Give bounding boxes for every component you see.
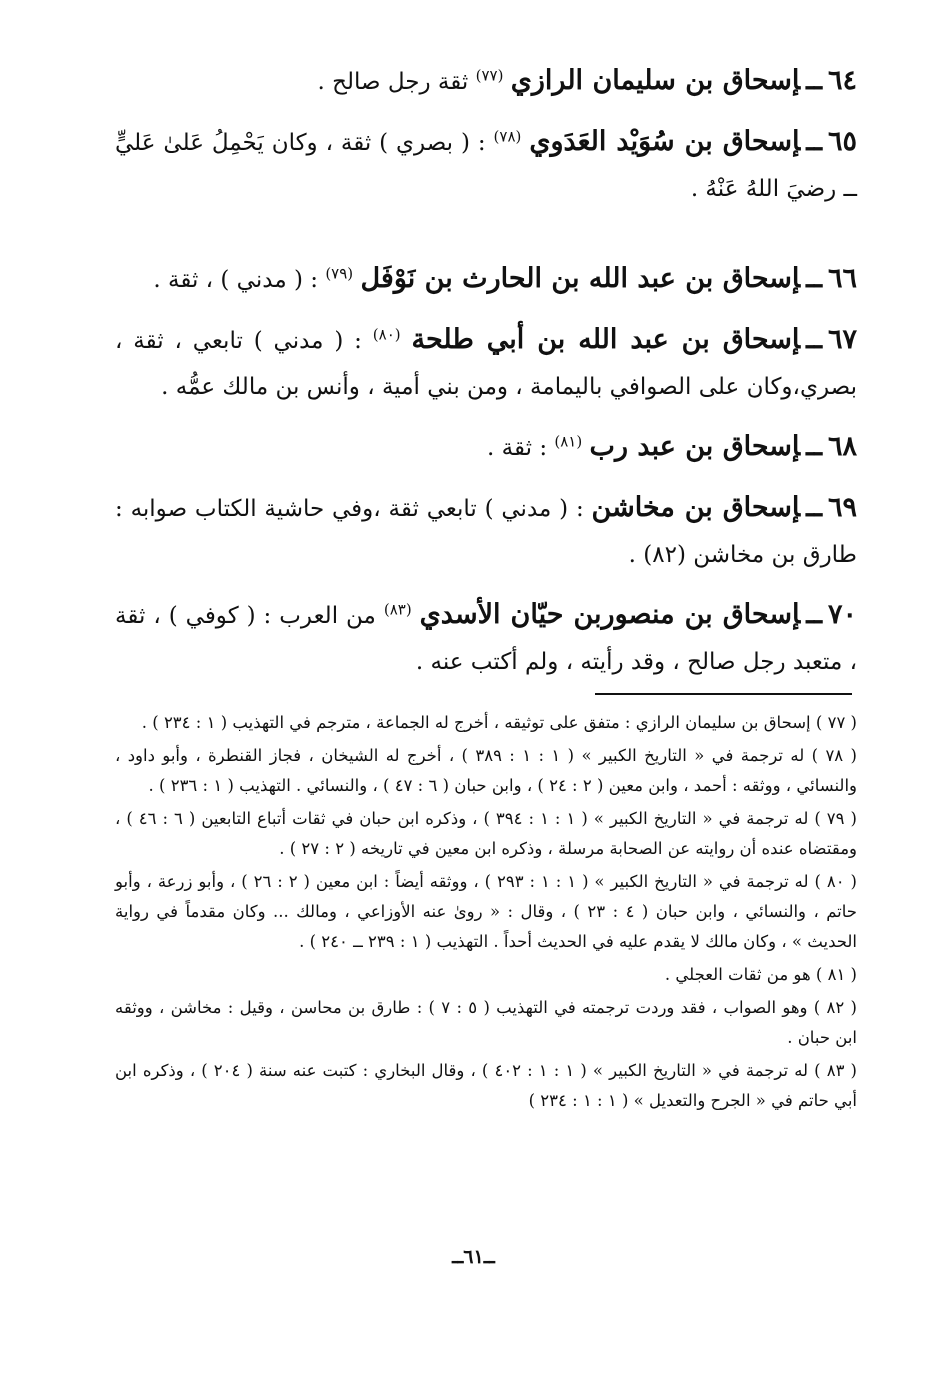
entry-69 [115, 485, 857, 578]
entry-number: ٧٠ [828, 599, 858, 630]
entry-dash: ــ [806, 126, 823, 157]
entry-dash: ــ [806, 324, 822, 355]
footnote-77: ( ٧٧ ) إسحاق بن سليمان الرازي : متفق على توثيقه ، أخرج له الجماعة ، مترجم في التهذيب ( ١ : ٢٣٤ ) . [141, 713, 857, 732]
footnote-ref: (٨٣) [383, 600, 412, 619]
entry-text: ثقة رجل صالح . [317, 69, 469, 95]
entry-text: : ( بصري ) ثقة ، وكان يَحْمِلُ عَلىٰ عَليٍّ ــ رضيَ اللهُ عَنْهُ . [115, 130, 857, 202]
entry-68 [115, 424, 857, 471]
narrator-name: إسحاق بن سُوَيْد العَدَوي [529, 126, 801, 157]
footnote-ref: (٧٩) [325, 264, 354, 283]
narrator-name: إسحاق بن عبد الله بن الحارث بن نَوْفَل [360, 263, 801, 294]
entry-dash: ــ [806, 492, 822, 523]
entry-text: : ( مدني ) ، ثقة . [153, 267, 318, 293]
narrator-name: إسحاق بن عبد رب [589, 431, 801, 462]
entry-number: ٦٥ [828, 126, 858, 157]
footnote-separator [595, 693, 852, 695]
narrator-entries [115, 58, 857, 699]
narrator-name: إسحاق بن منصوربن حيّان الأسدي [419, 599, 801, 630]
entry-dash: ــ [806, 263, 822, 294]
entry-number: ٦٩ [827, 492, 857, 523]
footnote-83: ( ٨٣ ) له ترجمة في « التاريخ الكبير » ( ١ : ١ : ٤٠٢ ) ، وقال البخاري : كتبت عنه سنة ( ٢٠٤ ) ، وذكره ابن أبي حاتم في « الجرح والتعديل » ( ١ : ١ : ٢٣٤ ) [115, 1061, 857, 1110]
entry-number: ٦٨ [827, 431, 857, 462]
entry-dash: ــ [806, 65, 822, 96]
entry-70 [115, 592, 857, 685]
entry-text: من العرب : ( كوفي ) ، ثقة ، متعبد رجل صالح ، وقد رأيته ، ولم أكتب عنه . [115, 603, 857, 675]
narrator-name: إسحاق بن سليمان الرازي [510, 65, 801, 96]
entry-dash: ــ [806, 599, 823, 630]
entry-dash: ــ [806, 431, 822, 462]
entry-number: ٦٦ [827, 263, 857, 294]
footnote-ref: (٧٨) [493, 127, 522, 146]
footnote-79: ( ٧٩ ) له ترجمة في « التاريخ الكبير » ( ١ : ١ : ٣٩٤ ) ، وذكره ابن حبان في ثقات أتباع التابعين ( ٦ : ٤٦ ) ، ومقتضاه عنده أن روايته عن الصحابة مرسلة ، وذكره ابن معين في تاريخه ( ٢ : ٢٧ ) . [115, 809, 857, 858]
footnotes [115, 708, 857, 1119]
entry-67 [115, 317, 857, 410]
footnote-ref: (٨١) [554, 432, 583, 451]
entry-64 [115, 58, 857, 105]
footnote-80: ( ٨٠ ) له ترجمة في « التاريخ الكبير » ( ١ : ١ : ٢٩٣ ) ، ووثقه أيضاً : ابن معين ( ٢ : ٢٦ ) ، وأبو زرعة ، وأبو حاتم ، والنسائي ، وابن حبان ( ٤ : ٢٣ ) ، وقال : « روىٰ عنه الأوزاعي ، ومالك ... وكان مقدماً في رواية الحديث » ، وكان مالك لا يقدم عليه في الحديث أحداً . التهذيب ( ١ : ٢٣٩ ــ ٢٤٠ ) . [115, 872, 858, 951]
footnote-81: ( ٨١ ) هو من ثقات العجلي . [664, 965, 857, 984]
footnote-82: ( ٨٢ ) وهو الصواب ، فقد وردت ترجمته في التهذيب ( ٥ : ٧ ) : طارق بن محاسن ، وقيل : مخاشن ، ووثقه ابن حبان . [115, 998, 857, 1047]
entry-66 [115, 256, 857, 303]
entry-number: ٦٤ [827, 65, 857, 96]
narrator-name: إسحاق بن مخاشن [591, 492, 801, 523]
footnote-ref: (٧٧) [475, 66, 504, 85]
entry-text: : ( مدني ) تابعي ، ثقة ، بصري،وكان على الصوافي باليمامة ، ومن بني أمية ، وأنس بن مالك عمُّه . [115, 328, 857, 400]
entry-text: : ثقة . [487, 435, 548, 461]
footnote-78: ( ٧٨ ) له ترجمة في « التاريخ الكبير » ( ١ : ١ : ٣٨٩ ) ، أخرج له الشيخان ، فجاز القنطرة ، وأبو داود ، والنسائي ، ووثقه : أحمد ، وابن معين ( ٢ : ٢٤ ) ، وابن حبان ( ٦ : ٤٧ ) ، والنسائي . التهذيب ( ١ : ٢٣٦ ) . [115, 746, 857, 795]
entry-number: ٦٧ [827, 324, 857, 355]
entry-text: : ( مدني ) تابعي ثقة ،وفي حاشية الكتاب صوابه : طارق بن مخاشن (٨٢) . [115, 496, 857, 568]
footnote-ref: (٨٠) [372, 325, 401, 344]
entry-65 [115, 119, 857, 212]
page-number: ــ٦١ــ [452, 1246, 495, 1268]
narrator-name: إسحاق بن عبد الله بن أبي طلحة [411, 324, 801, 355]
